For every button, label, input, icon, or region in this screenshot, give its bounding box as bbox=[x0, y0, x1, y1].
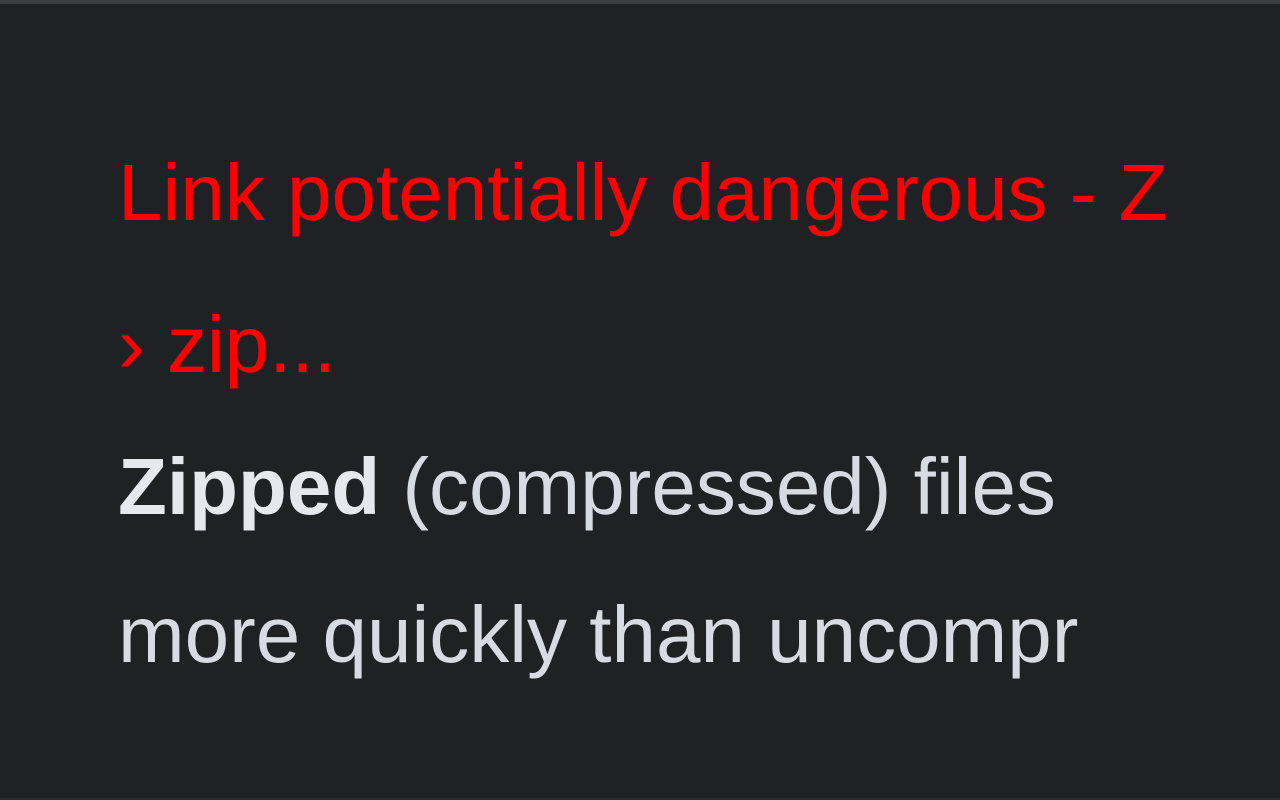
result-breadcrumb[interactable]: › zip... bbox=[118, 300, 336, 389]
snippet-highlight: Zipped bbox=[118, 442, 381, 531]
snippet-line-2: more quickly than uncompr bbox=[118, 590, 1079, 679]
search-result-item bbox=[118, 144, 1280, 684]
dangerous-link-title[interactable]: Link potentially dangerous - Z bbox=[118, 148, 1168, 237]
result-snippet bbox=[118, 438, 1280, 684]
snippet-line-1 bbox=[118, 438, 1280, 536]
snippet-text: (compressed) files bbox=[380, 442, 1056, 531]
